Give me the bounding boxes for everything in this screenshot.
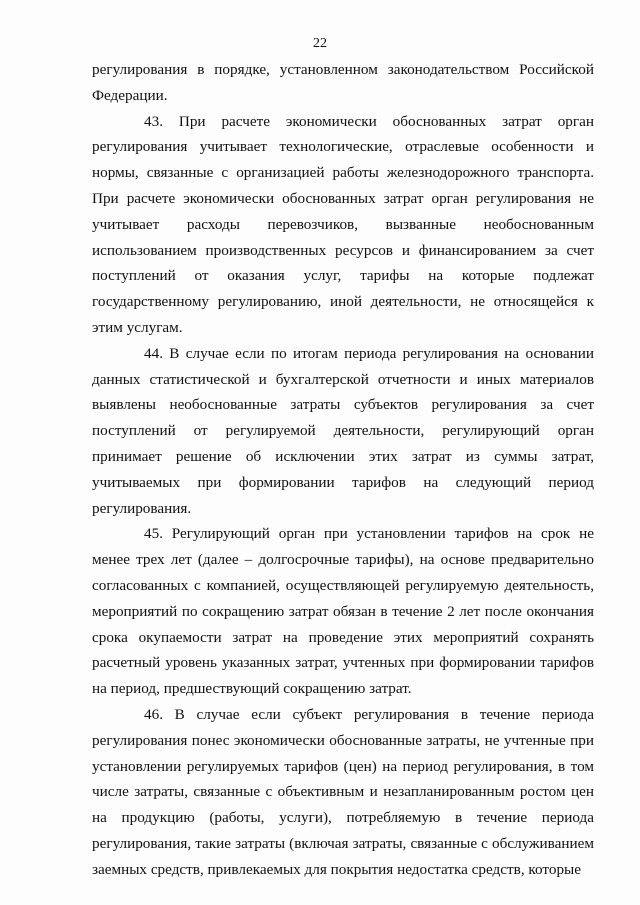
paragraph-continuation: регулирования в порядке, установленном законодательством Российской Федерации. — [92, 61, 594, 104]
paragraph-43: 43. При расчете экономически обоснованных затрат орган регулирования учитывает технологические, отраслевые особенности и нормы, связанные с организацией работы железнодорожного транспорта. При расчете экономически обоснованных затрат орган регулирования не учитывает расходы перевозчиков, вызванные необоснованным использованием производственных ресурсов и финансированием за счет поступлений от оказания услуг, тарифы на которые подлежат государственному регулированию, иной деятельности, не относящейся к этим услугам. — [92, 112, 594, 336]
document-body — [92, 57, 594, 883]
paragraph-44: 44. В случае если по итогам периода регулирования на основании данных статистической и бухгалтерской отчетности и иных материалов выявлены необоснованные затраты субъектов регулирования за счет поступлений от регулируемой деятельности, регулирующий орган принимает решение об исключении этих затрат из суммы затрат, учитываемых при формировании тарифов на следующий период регулирования. — [92, 344, 594, 517]
paragraph-46: 46. В случае если субъект регулирования в течение периода регулирования понес экономически обоснованные затраты, не учтенные при установлении регулируемых тарифов (цен) на период регулирования, в том числе затраты, связанные с объективным и незапланированным ростом цен на продукцию (работы, услуги), потребляемую в течение периода регулирования, такие затраты (включая затраты, связанные с обслуживанием заемных средств, привлекаемых для покрытия недостатка средств, которые — [92, 705, 594, 878]
page-number: 22 — [313, 36, 327, 51]
paragraph-45: 45. Регулирующий орган при установлении тарифов на срок не менее трех лет (далее – долгосрочные тарифы), на основе предварительно согласованных с компанией, осуществляющей регулируемую деятельность, мероприятий по сокращению затрат обязан в течение 2 лет после окончания срока окупаемости затрат на проведение этих мероприятий сохранять расчетный уровень указанных затрат, учтенных при формировании тарифов на период, предшествующий сокращению затрат. — [92, 525, 594, 698]
